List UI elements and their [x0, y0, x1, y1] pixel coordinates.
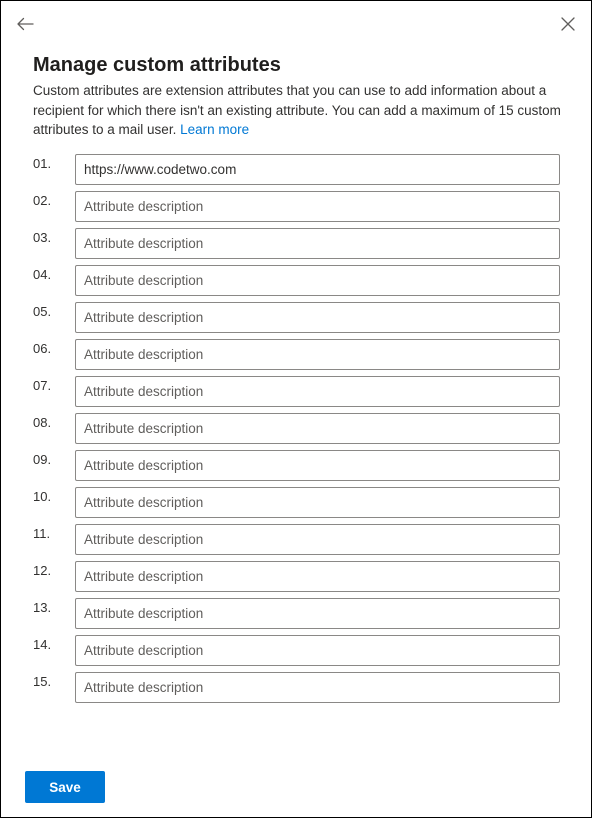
attribute-row: [1, 154, 591, 191]
panel-description: [33, 81, 568, 140]
attribute-row: [1, 228, 591, 265]
attribute-number: 10.: [33, 489, 52, 504]
attribute-input-11[interactable]: [75, 524, 560, 555]
page-title: Manage custom attributes: [33, 54, 281, 76]
attribute-input-13[interactable]: [75, 598, 560, 629]
attribute-number: 02.: [33, 193, 52, 208]
attribute-input-5[interactable]: [75, 302, 560, 333]
arrow-left-icon: [16, 17, 34, 31]
attribute-input-14[interactable]: [75, 635, 560, 666]
attribute-row: [1, 524, 591, 561]
attribute-row: [1, 302, 591, 339]
attribute-number: 11.: [33, 526, 51, 541]
attribute-input-9[interactable]: [75, 450, 560, 481]
attribute-input-7[interactable]: [75, 376, 560, 407]
back-button[interactable]: [14, 13, 36, 35]
learn-more-link[interactable]: Learn more: [180, 122, 250, 137]
attribute-input-12[interactable]: [75, 561, 560, 592]
attribute-number: 15.: [33, 674, 52, 689]
attribute-list: [1, 154, 591, 709]
attribute-row: [1, 413, 591, 450]
attribute-row: [1, 561, 591, 598]
attribute-number: 01.: [33, 156, 52, 171]
attribute-number: 07.: [33, 378, 52, 393]
attribute-row: [1, 672, 591, 709]
attribute-input-10[interactable]: [75, 487, 560, 518]
description-text: Custom attributes are extension attributes that you can use to add information about a recipient for which there isn't an existing attribute. You can add a maximum of 15 custom attributes to a mail user.: [33, 83, 561, 137]
attribute-input-8[interactable]: [75, 413, 560, 444]
attribute-row: [1, 635, 591, 672]
attribute-input-1[interactable]: [75, 154, 560, 185]
attribute-row: [1, 487, 591, 524]
attribute-number: 05.: [33, 304, 52, 319]
attribute-number: 12.: [33, 563, 52, 578]
attribute-number: 14.: [33, 637, 52, 652]
attribute-row: [1, 598, 591, 635]
attribute-input-6[interactable]: [75, 339, 560, 370]
attribute-row: [1, 376, 591, 413]
close-button[interactable]: [558, 14, 578, 34]
attribute-number: 03.: [33, 230, 52, 245]
attribute-number: 08.: [33, 415, 52, 430]
attribute-number: 09.: [33, 452, 52, 467]
attribute-row: [1, 191, 591, 228]
attribute-number: 13.: [33, 600, 52, 615]
close-icon: [561, 17, 575, 31]
attribute-number: 04.: [33, 267, 52, 282]
attribute-input-2[interactable]: [75, 191, 560, 222]
save-button[interactable]: Save: [25, 771, 105, 803]
attribute-row: [1, 450, 591, 487]
attribute-number: 06.: [33, 341, 52, 356]
attribute-input-4[interactable]: [75, 265, 560, 296]
attribute-input-3[interactable]: [75, 228, 560, 259]
attribute-row: [1, 265, 591, 302]
attribute-input-15[interactable]: [75, 672, 560, 703]
attribute-row: [1, 339, 591, 376]
